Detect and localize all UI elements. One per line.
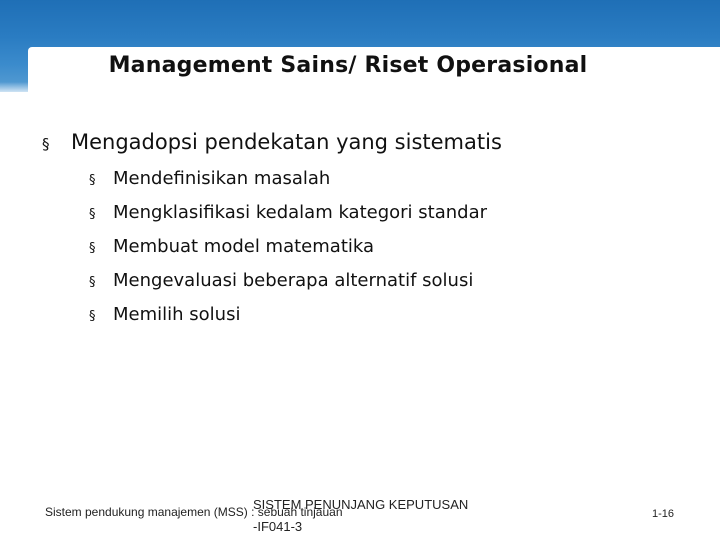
sub-bullet-text: Mengklasifikasi kedalam kategori standar [113,202,488,223]
sub-bullet-item [89,236,702,270]
slide-title: Management Sains/ Riset Operasional [108,53,588,78]
footer-left-text: Sistem pendukung manajemen (MSS) : sebuah tinjauan [45,505,343,519]
footer-center [253,494,468,538]
sub-bullet-item [89,270,702,304]
footer-course-title: SISTEM PENUNJANG KEPUTUSAN [253,497,469,512]
sub-bullet-list [89,168,702,338]
sub-bullet-text: Mendefinisikan masalah [113,168,331,189]
content-area [42,130,702,338]
bullet-icon: § [89,309,96,324]
sub-bullet-item [89,168,702,202]
main-bullet-text: Mengadopsi pendekatan yang sistematis [71,130,502,154]
bullet-icon: § [89,275,96,290]
bullet-icon: § [89,173,96,188]
bullet-icon: § [89,207,96,222]
main-bullet-item [42,130,702,154]
sub-bullet-item [89,202,702,236]
sub-bullet-text: Memilih solusi [113,304,241,325]
footer-course-code: -IF041-3 [253,519,303,534]
sub-bullet-text: Membuat model matematika [113,236,375,257]
sub-bullet-item [89,304,702,338]
bullet-icon: § [42,135,50,153]
sub-bullet-text: Mengevaluasi beberapa alternatif solusi [113,270,474,291]
page-number: 1-16 [652,508,675,520]
bullet-icon: § [89,241,96,256]
